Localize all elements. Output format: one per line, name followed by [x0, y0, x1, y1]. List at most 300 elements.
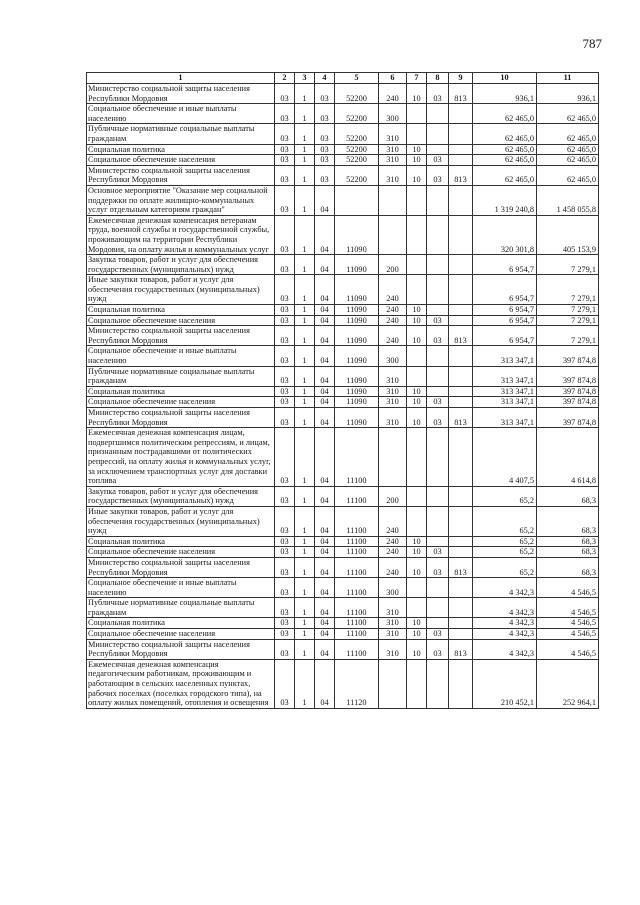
amount-year-1: 4 407,5	[473, 428, 537, 487]
code-grbs: 03	[275, 346, 295, 366]
code-section	[407, 598, 427, 618]
code-direction: 11100	[335, 486, 379, 506]
column-header: 3	[295, 73, 315, 84]
amount-year-2: 397 874,8	[537, 366, 599, 386]
row-name: Министерство социальной защиты населения Республики Мордовия	[87, 639, 275, 659]
amount-year-2: 68,3	[537, 536, 599, 547]
code-grbs: 03	[275, 547, 295, 558]
code-ministry	[449, 536, 473, 547]
code-direction: 52200	[335, 165, 379, 185]
column-header: 4	[315, 73, 335, 84]
code-grbs: 03	[275, 255, 295, 275]
amount-year-1: 210 452,1	[473, 659, 537, 708]
amount-year-1: 6 954,7	[473, 305, 537, 316]
code-section: 10	[407, 618, 427, 629]
row-name: Социальная политика	[87, 618, 275, 629]
code-subsection	[427, 185, 449, 215]
amount-year-2: 68,3	[537, 547, 599, 558]
code-direction: 11090	[335, 315, 379, 326]
code-subsection: 03	[427, 315, 449, 326]
amount-year-1: 4 342,3	[473, 639, 537, 659]
code-direction: 11100	[335, 557, 379, 577]
column-header: 10	[473, 73, 537, 84]
column-header: 2	[275, 73, 295, 84]
code-subsection	[427, 305, 449, 316]
code-grbs: 03	[275, 275, 295, 305]
amount-year-2: 7 279,1	[537, 255, 599, 275]
amount-year-2: 68,3	[537, 506, 599, 536]
code-section	[407, 346, 427, 366]
amount-year-2: 252 964,1	[537, 659, 599, 708]
page-number: 787	[582, 36, 602, 51]
table-row	[87, 639, 599, 659]
code-subsection: 03	[427, 84, 449, 104]
amount-year-1: 4 342,3	[473, 598, 537, 618]
code-program: 1	[295, 547, 315, 558]
row-name: Социальное обеспечение населения	[87, 155, 275, 166]
code-subsection: 03	[427, 547, 449, 558]
code-subprogram: 03	[315, 165, 335, 185]
code-direction: 11090	[335, 366, 379, 386]
code-ministry	[449, 618, 473, 629]
code-expense-type: 310	[379, 397, 407, 408]
code-direction: 11100	[335, 506, 379, 536]
code-program: 1	[295, 124, 315, 144]
code-subsection	[427, 215, 449, 254]
column-header: 7	[407, 73, 427, 84]
table-header	[87, 73, 599, 84]
amount-year-2: 62 465,0	[537, 124, 599, 144]
code-subsection	[427, 428, 449, 487]
code-ministry	[449, 215, 473, 254]
code-program: 1	[295, 275, 315, 305]
code-subsection	[427, 144, 449, 155]
code-ministry	[449, 397, 473, 408]
row-name: Ежемесячная денежная компенсация лицам, подвергшимся политическим репрессиям, и лицам, признанным пострадавшими от политических репрессий, на оплату жилья и коммунальных услуг, за исключением транспортных услуг для доставки топлива	[87, 428, 275, 487]
code-expense-type: 240	[379, 315, 407, 326]
row-name: Социальное обеспечение населения	[87, 315, 275, 326]
row-name: Социальное обеспечение населения	[87, 629, 275, 640]
code-direction: 52200	[335, 144, 379, 155]
code-direction: 11090	[335, 346, 379, 366]
code-program: 1	[295, 104, 315, 124]
header-row	[87, 73, 599, 84]
code-section: 10	[407, 557, 427, 577]
row-name: Социальная политика	[87, 144, 275, 155]
amount-year-2: 4 546,5	[537, 639, 599, 659]
code-grbs: 03	[275, 578, 295, 598]
code-expense-type: 310	[379, 639, 407, 659]
amount-year-1: 6 954,7	[473, 275, 537, 305]
amount-year-1: 65,2	[473, 506, 537, 536]
code-ministry	[449, 366, 473, 386]
code-expense-type: 300	[379, 346, 407, 366]
amount-year-1: 6 954,7	[473, 315, 537, 326]
code-direction: 11090	[335, 408, 379, 428]
code-subsection	[427, 486, 449, 506]
column-header: 9	[449, 73, 473, 84]
code-grbs: 03	[275, 536, 295, 547]
code-grbs: 03	[275, 408, 295, 428]
code-direction: 11090	[335, 397, 379, 408]
code-section: 10	[407, 165, 427, 185]
code-ministry: 813	[449, 408, 473, 428]
table-row	[87, 255, 599, 275]
amount-year-1: 936,1	[473, 84, 537, 104]
amount-year-1: 65,2	[473, 557, 537, 577]
code-direction	[335, 185, 379, 215]
amount-year-1: 65,2	[473, 547, 537, 558]
code-subprogram: 04	[315, 326, 335, 346]
code-direction: 52200	[335, 124, 379, 144]
code-grbs: 03	[275, 659, 295, 708]
amount-year-2: 68,3	[537, 557, 599, 577]
row-name: Закупка товаров, работ и услуг для обеспечения государственных (муниципальных) нужд	[87, 486, 275, 506]
code-subsection	[427, 618, 449, 629]
row-name: Публичные нормативные социальные выплаты гражданам	[87, 598, 275, 618]
code-grbs: 03	[275, 639, 295, 659]
code-subsection: 03	[427, 629, 449, 640]
code-ministry: 813	[449, 557, 473, 577]
code-subsection	[427, 536, 449, 547]
code-ministry: 813	[449, 326, 473, 346]
code-program: 1	[295, 536, 315, 547]
amount-year-2: 7 279,1	[537, 275, 599, 305]
code-grbs: 03	[275, 326, 295, 346]
code-direction: 11090	[335, 275, 379, 305]
row-name: Социальное обеспечение населения	[87, 547, 275, 558]
code-grbs: 03	[275, 366, 295, 386]
table-row	[87, 326, 599, 346]
code-program: 1	[295, 366, 315, 386]
code-expense-type: 310	[379, 618, 407, 629]
code-subprogram: 04	[315, 578, 335, 598]
code-program: 1	[295, 144, 315, 155]
code-subprogram: 04	[315, 408, 335, 428]
amount-year-1: 320 301,8	[473, 215, 537, 254]
code-subsection: 03	[427, 557, 449, 577]
code-subsection	[427, 386, 449, 397]
row-name: Закупка товаров, работ и услуг для обеспечения государственных (муниципальных) нужд	[87, 255, 275, 275]
code-section: 10	[407, 536, 427, 547]
code-section: 10	[407, 305, 427, 316]
code-subprogram: 03	[315, 144, 335, 155]
code-grbs: 03	[275, 165, 295, 185]
amount-year-2: 4 614,8	[537, 428, 599, 487]
code-subsection	[427, 255, 449, 275]
code-expense-type: 240	[379, 305, 407, 316]
table-row	[87, 144, 599, 155]
code-ministry	[449, 275, 473, 305]
code-grbs: 03	[275, 486, 295, 506]
table-body	[87, 84, 599, 709]
code-program: 1	[295, 315, 315, 326]
code-program: 1	[295, 639, 315, 659]
code-direction: 52200	[335, 104, 379, 124]
amount-year-1: 65,2	[473, 486, 537, 506]
code-program: 1	[295, 84, 315, 104]
code-subprogram: 04	[315, 639, 335, 659]
row-name: Министерство социальной защиты населения Республики Мордовия	[87, 165, 275, 185]
code-grbs: 03	[275, 185, 295, 215]
code-ministry	[449, 428, 473, 487]
code-subsection: 03	[427, 165, 449, 185]
code-section: 10	[407, 639, 427, 659]
code-direction: 11090	[335, 255, 379, 275]
table-row	[87, 346, 599, 366]
code-subprogram: 03	[315, 104, 335, 124]
code-grbs: 03	[275, 84, 295, 104]
table-row	[87, 547, 599, 558]
code-expense-type: 310	[379, 155, 407, 166]
table-row	[87, 124, 599, 144]
amount-year-1: 313 347,1	[473, 366, 537, 386]
table-row	[87, 275, 599, 305]
amount-year-1: 62 465,0	[473, 124, 537, 144]
amount-year-2: 936,1	[537, 84, 599, 104]
code-expense-type: 300	[379, 104, 407, 124]
code-expense-type: 310	[379, 165, 407, 185]
code-program: 1	[295, 659, 315, 708]
code-expense-type: 200	[379, 486, 407, 506]
row-name: Публичные нормативные социальные выплаты гражданам	[87, 124, 275, 144]
code-subprogram: 04	[315, 275, 335, 305]
amount-year-2: 62 465,0	[537, 165, 599, 185]
code-subsection: 03	[427, 408, 449, 428]
code-program: 1	[295, 386, 315, 397]
code-direction: 11120	[335, 659, 379, 708]
code-program: 1	[295, 326, 315, 346]
amount-year-2: 397 874,8	[537, 346, 599, 366]
code-subprogram: 04	[315, 346, 335, 366]
amount-year-2: 62 465,0	[537, 104, 599, 124]
code-subprogram: 04	[315, 659, 335, 708]
column-header: 5	[335, 73, 379, 84]
code-ministry	[449, 629, 473, 640]
code-subprogram: 04	[315, 215, 335, 254]
code-subsection	[427, 104, 449, 124]
amount-year-1: 313 347,1	[473, 346, 537, 366]
amount-year-1: 62 465,0	[473, 155, 537, 166]
code-subsection: 03	[427, 326, 449, 346]
row-name: Социальное обеспечение и иные выплаты населению	[87, 346, 275, 366]
code-expense-type: 310	[379, 598, 407, 618]
code-subprogram: 04	[315, 618, 335, 629]
table-row	[87, 185, 599, 215]
row-name: Иные закупки товаров, работ и услуг для обеспечения государственных (муниципальных) нужд	[87, 506, 275, 536]
code-expense-type: 240	[379, 557, 407, 577]
code-expense-type: 310	[379, 408, 407, 428]
code-grbs: 03	[275, 629, 295, 640]
code-expense-type: 200	[379, 255, 407, 275]
amount-year-2: 7 279,1	[537, 326, 599, 346]
table-row	[87, 397, 599, 408]
code-subprogram: 04	[315, 557, 335, 577]
code-section: 10	[407, 547, 427, 558]
code-subprogram: 04	[315, 366, 335, 386]
row-name: Основное мероприятие "Оказание мер социальной поддержки по оплате жилищно-коммунальных услуг отдельным категориям граждан"	[87, 185, 275, 215]
code-subprogram: 04	[315, 386, 335, 397]
amount-year-2: 7 279,1	[537, 315, 599, 326]
code-subsection	[427, 598, 449, 618]
code-program: 1	[295, 428, 315, 487]
code-program: 1	[295, 255, 315, 275]
code-section: 10	[407, 386, 427, 397]
code-section	[407, 366, 427, 386]
code-direction: 11100	[335, 629, 379, 640]
code-section: 10	[407, 315, 427, 326]
code-ministry	[449, 185, 473, 215]
amount-year-1: 313 347,1	[473, 397, 537, 408]
amount-year-2: 4 546,5	[537, 618, 599, 629]
code-subsection	[427, 659, 449, 708]
code-subprogram: 04	[315, 255, 335, 275]
column-header: 1	[87, 73, 275, 84]
code-subsection	[427, 366, 449, 386]
amount-year-2: 7 279,1	[537, 305, 599, 316]
code-direction: 52200	[335, 84, 379, 104]
code-program: 1	[295, 397, 315, 408]
code-subprogram: 04	[315, 397, 335, 408]
code-subprogram: 03	[315, 155, 335, 166]
row-name: Социальное обеспечение населения	[87, 397, 275, 408]
amount-year-1: 313 347,1	[473, 386, 537, 397]
table-row	[87, 629, 599, 640]
amount-year-2: 62 465,0	[537, 144, 599, 155]
amount-year-2: 68,3	[537, 486, 599, 506]
code-direction: 11090	[335, 215, 379, 254]
code-ministry	[449, 144, 473, 155]
code-direction: 11090	[335, 305, 379, 316]
code-ministry	[449, 598, 473, 618]
code-section	[407, 215, 427, 254]
code-grbs: 03	[275, 315, 295, 326]
code-section	[407, 486, 427, 506]
code-grbs: 03	[275, 305, 295, 316]
code-section: 10	[407, 629, 427, 640]
code-grbs: 03	[275, 104, 295, 124]
code-ministry: 813	[449, 165, 473, 185]
code-program: 1	[295, 629, 315, 640]
code-ministry	[449, 578, 473, 598]
code-program: 1	[295, 578, 315, 598]
code-expense-type: 310	[379, 144, 407, 155]
code-program: 1	[295, 185, 315, 215]
code-section: 10	[407, 144, 427, 155]
code-expense-type	[379, 428, 407, 487]
code-program: 1	[295, 215, 315, 254]
amount-year-1: 1 319 240,8	[473, 185, 537, 215]
amount-year-1: 62 465,0	[473, 144, 537, 155]
code-program: 1	[295, 346, 315, 366]
code-ministry	[449, 486, 473, 506]
table-row	[87, 618, 599, 629]
code-ministry	[449, 506, 473, 536]
code-grbs: 03	[275, 215, 295, 254]
code-grbs: 03	[275, 144, 295, 155]
code-ministry	[449, 346, 473, 366]
code-expense-type: 310	[379, 124, 407, 144]
code-grbs: 03	[275, 506, 295, 536]
code-subsection: 03	[427, 639, 449, 659]
row-name: Ежемесячная денежная компенсация педагогическим работникам, проживающим и работающим в сельских населенных пунктах, рабочих поселках (поселках городского типа), на оплату жилых помещений, отопления и освещения	[87, 659, 275, 708]
code-program: 1	[295, 486, 315, 506]
code-ministry	[449, 315, 473, 326]
code-subprogram: 04	[315, 428, 335, 487]
amount-year-1: 4 342,3	[473, 618, 537, 629]
code-grbs: 03	[275, 124, 295, 144]
code-direction: 11100	[335, 428, 379, 487]
code-section	[407, 104, 427, 124]
code-expense-type: 240	[379, 536, 407, 547]
code-program: 1	[295, 408, 315, 428]
code-grbs: 03	[275, 155, 295, 166]
amount-year-2: 397 874,8	[537, 397, 599, 408]
row-name: Социальное обеспечение и иные выплаты населению	[87, 578, 275, 598]
table-row	[87, 104, 599, 124]
table-row	[87, 215, 599, 254]
code-section: 10	[407, 326, 427, 346]
code-direction: 11100	[335, 578, 379, 598]
amount-year-1: 65,2	[473, 536, 537, 547]
code-subsection: 03	[427, 155, 449, 166]
code-expense-type	[379, 659, 407, 708]
row-name: Социальное обеспечение и иные выплаты населению	[87, 104, 275, 124]
code-grbs: 03	[275, 618, 295, 629]
column-header: 11	[537, 73, 599, 84]
code-program: 1	[295, 557, 315, 577]
row-name: Министерство социальной защиты населения Республики Мордовия	[87, 557, 275, 577]
code-ministry: 813	[449, 84, 473, 104]
row-name: Публичные нормативные социальные выплаты гражданам	[87, 366, 275, 386]
code-ministry	[449, 305, 473, 316]
code-expense-type: 240	[379, 326, 407, 346]
code-grbs: 03	[275, 557, 295, 577]
code-ministry	[449, 104, 473, 124]
amount-year-1: 313 347,1	[473, 408, 537, 428]
code-subsection	[427, 578, 449, 598]
code-expense-type: 300	[379, 578, 407, 598]
row-name: Министерство социальной защиты населения Республики Мордовия	[87, 84, 275, 104]
code-program: 1	[295, 155, 315, 166]
code-subprogram: 04	[315, 598, 335, 618]
code-grbs: 03	[275, 397, 295, 408]
amount-year-2: 4 546,5	[537, 629, 599, 640]
amount-year-2: 397 874,8	[537, 408, 599, 428]
table-row	[87, 428, 599, 487]
amount-year-1: 6 954,7	[473, 326, 537, 346]
code-section	[407, 428, 427, 487]
amount-year-1: 4 342,3	[473, 578, 537, 598]
code-section	[407, 124, 427, 144]
code-direction: 11100	[335, 547, 379, 558]
row-name: Министерство социальной защиты населения Республики Мордовия	[87, 408, 275, 428]
amount-year-1: 6 954,7	[473, 255, 537, 275]
code-section	[407, 578, 427, 598]
code-grbs: 03	[275, 428, 295, 487]
code-subprogram: 04	[315, 547, 335, 558]
code-ministry	[449, 386, 473, 397]
code-subprogram: 04	[315, 506, 335, 536]
code-section	[407, 255, 427, 275]
code-section: 10	[407, 408, 427, 428]
amount-year-1: 4 342,3	[473, 629, 537, 640]
code-subprogram: 04	[315, 486, 335, 506]
code-section	[407, 275, 427, 305]
code-direction: 11100	[335, 618, 379, 629]
amount-year-1: 62 465,0	[473, 104, 537, 124]
table-row	[87, 305, 599, 316]
